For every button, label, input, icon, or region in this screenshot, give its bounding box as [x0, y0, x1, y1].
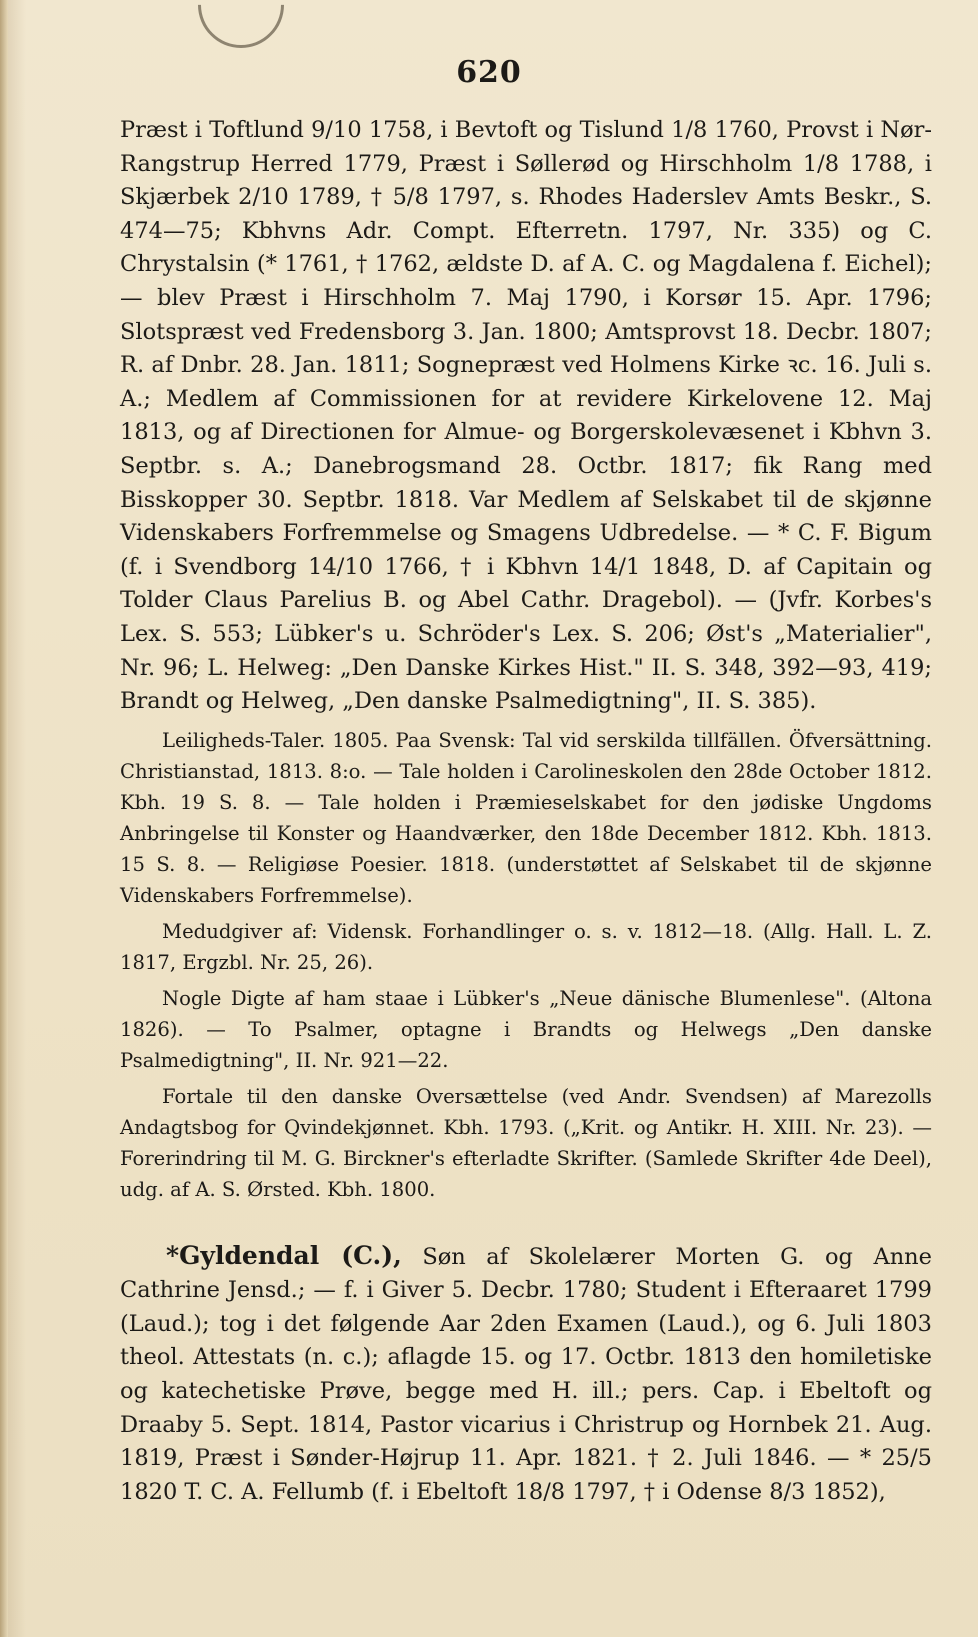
page-text-body	[120, 114, 932, 1509]
entry-text: Søn af Skolelærer Morten G. og Anne Cathrine Jensd.; — f. i Giver 5. Decbr. 1780; Student i Efteraaret 1799 (Laud.); tog i det følgende Aar 2den Examen (Laud.), og 6. Juli 1803 theol. Attestats (n. c.); aflagde 15. og 17. Octbr. 1813 den homiletiske og katechetiske Prøve, begge med H. ill.; pers. Cap. i Ebeltoft og Draaby 5. Sept. 1814, Pastor vicarius i Christrup og Hornbek 21. Aug. 1819, Præst i Sønder-Højrup 11. Apr. 1821. † 2. Juli 1846. — * 25/5 1820 T. C. A. Fellumb (f. i Ebeltoft 18/8 1797, † i Odense 8/3 1852),	[120, 1243, 932, 1505]
works-prefaces: Fortale til den danske Oversættelse (ved Andr. Svendsen) af Marezolls Andagtsbog for Qvindekjønnet. Kbh. 1793. („Krit. og Antikr. H. XIII. Nr. 23). — Forerindring til M. G. Birckner's efterladte Skrifter. (Samlede Skrifter 4de Deel), udg. af A. S. Ørsted. Kbh. 1800.	[120, 1084, 932, 1201]
entry-headword: *Gyldendal (C.),	[166, 1240, 402, 1270]
new-entry	[120, 1239, 932, 1510]
works-speeches: Leiligheds-Taler. 1805. Paa Svensk: Tal vid serskilda tillfällen. Öfversättning. Christianstad, 1813. 8:o. — Tale holden i Carolineskolen den 28de October 1812. Kbh. 19 S. 8. — Tale holden i Præmieselskabet for den jødiske Ungdoms Anbringelse til Konster og Haandværker, den 18de December 1812. Kbh. 1813. 15 S. 8. — Religiøse Poesier. 1818. (understøttet af Selskabet til de skjønne Videnskabers Forfremmelse).	[120, 728, 932, 907]
works-poems: Nogle Digte af ham staae i Lübker's „Neue dänische Blumenlese". (Altona 1826). — To Psalmer, optagne i Brandts og Helwegs „Den danske Psalmedigtning", II. Nr. 921—22.	[120, 986, 932, 1072]
biography-continuation: Præst i Toftlund 9/10 1758, i Bevtoft og Tislund 1/8 1760, Provst i Nør-Rangstrup Herred 1779, Præst i Søllerød og Hirschholm 1/8 1788, i Skjærbek 2/10 1789, † 5/8 1797, s. Rhodes Haderslev Amts Beskr., S. 474—75; Kbhvns Adr. Compt. Efterretn. 1797, Nr. 335) og C. Chrystalsin (* 1761, † 1762, ældste D. af A. C. og Magdalena f. Eichel); — blev Præst i Hirschholm 7. Maj 1790, i Korsør 15. Apr. 1796; Slotspræst ved Fredensborg 3. Jan. 1800; Amtsprovst 18. Decbr. 1807; R. af Dnbr. 28. Jan. 1811; Sognepræst ved Holmens Kirke ꝛc. 16. Juli s. A.; Medlem af Commissionen for at revidere Kirkelovene 12. Maj 1813, og af Directionen for Almue- og Borgerskolevæsenet i Kbhvn 3. Septbr. s. A.; Danebrogsmand 28. Octbr. 1817; fik Rang med Bisskopper 30. Septbr. 1818. Var Medlem af Selskabet til de skjønne Videnskabers Forfremmelse og Smagens Udbredelse. — * C. F. Bigum (f. i Svendborg 14/10 1766, † i Kbhvn 14/1 1848, D. af Capitain og Tolder Claus Parelius B. og Abel Cathr. Dragebol). — (Jvfr. Korbes's Lex. S. 553; Lübker's u. Schröder's Lex. S. 206; Øst's „Materialier", Nr. 96; L. Helweg: „Den Danske Kirkes Hist." II. S. 348, 392—93, 419; Brandt og Helweg, „Den danske Psalmedigtning", II. S. 385).	[120, 117, 932, 715]
works-coeditor: Medudgiver af: Vidensk. Forhandlinger o. s. v. 1812—18. (Allg. Hall. L. Z. 1817, Ergzbl. Nr. 25, 26).	[120, 919, 932, 974]
page-edge-shadow	[0, 0, 8, 1637]
page-number: 620	[456, 55, 522, 90]
